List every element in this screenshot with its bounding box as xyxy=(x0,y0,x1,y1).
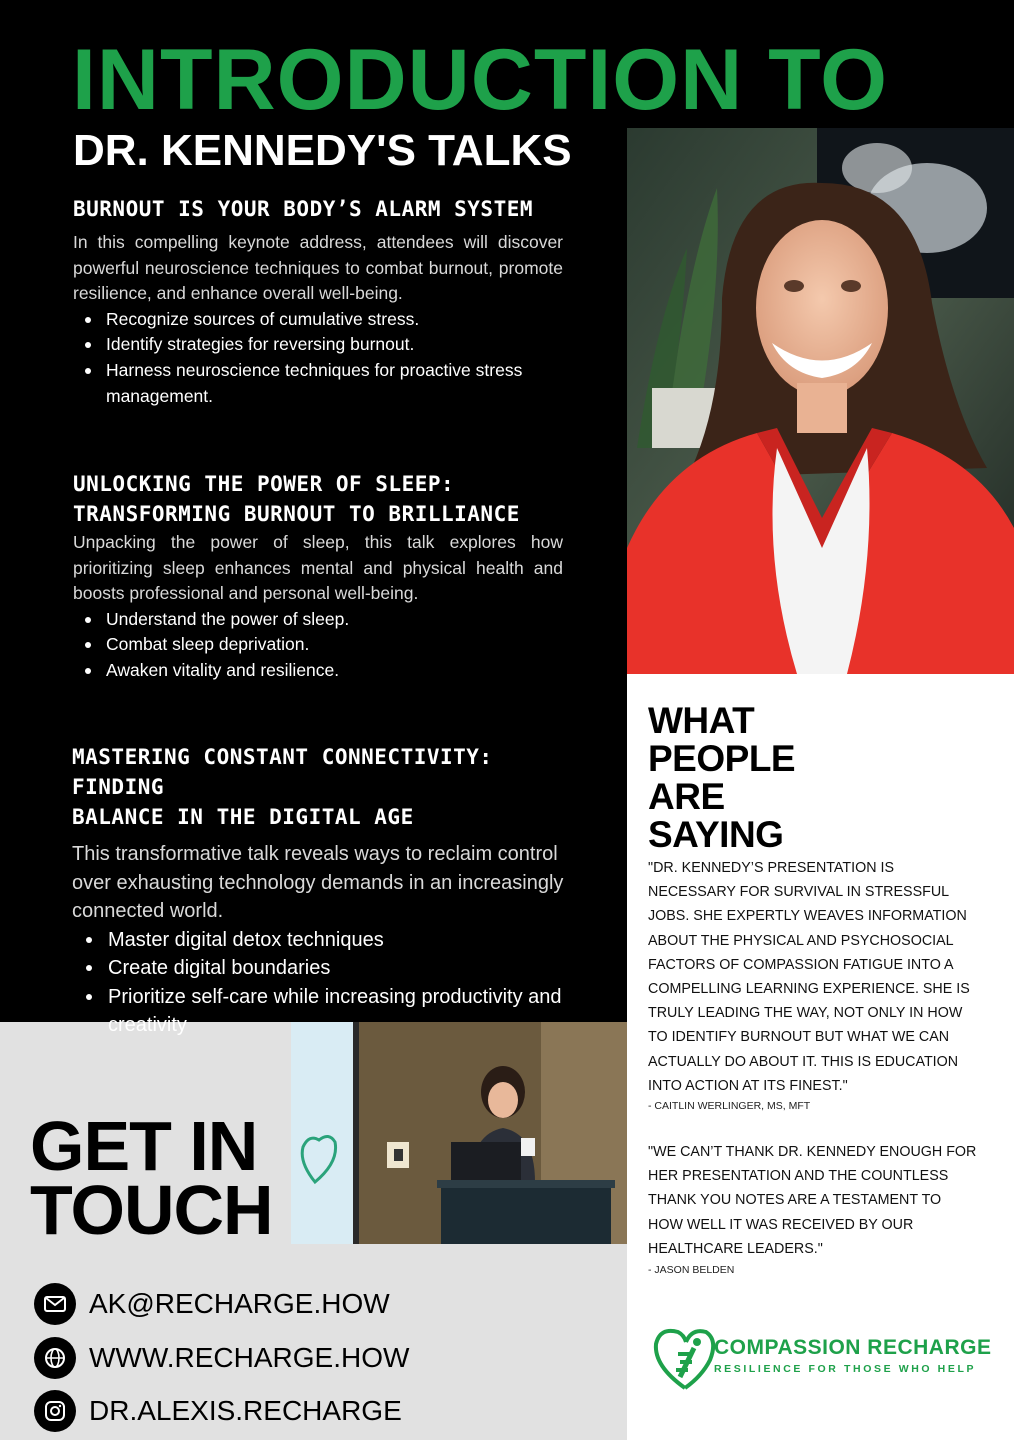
talk-2-bullets xyxy=(73,607,563,684)
testimonial-author: - JASON BELDEN xyxy=(648,1264,735,1276)
list-item: Combat sleep deprivation. xyxy=(73,632,563,658)
talk-3-description: This transformative talk reveals ways to reclaim control over exhausting technology demands in an increasingly connected world. xyxy=(72,843,564,922)
talk-2-title-line-2: TRANSFORMING BURNOUT TO BRILLIANCE xyxy=(73,502,520,526)
logo-tagline: RESILIENCE FOR THOSE WHO HELP xyxy=(714,1363,977,1375)
list-item: Awaken vitality and resilience. xyxy=(73,658,563,684)
instagram-handle[interactable]: DR.ALEXIS.RECHARGE xyxy=(89,1395,402,1426)
list-item: Master digital detox techniques xyxy=(72,926,564,955)
talk-1-title: BURNOUT IS YOUR BODY’S ALARM SYSTEM xyxy=(73,197,534,221)
instagram-icon xyxy=(34,1390,76,1432)
talk-2-description: Unpacking the power of sleep, this talk explores how prioritizing sleep enhances mental and physical health and boosts professional and personal well-being. xyxy=(73,532,563,604)
compassion-recharge-logo xyxy=(650,1322,995,1394)
list-item: Create digital boundaries xyxy=(72,954,564,983)
page-title: INTRODUCTION TO xyxy=(72,32,889,128)
testimonial-author: - CAITLIN WERLINGER, MS, MFT xyxy=(648,1100,811,1112)
email-contact[interactable] xyxy=(34,1283,390,1325)
instagram-contact[interactable] xyxy=(34,1390,402,1432)
list-item: Identify strategies for reversing burnout. xyxy=(73,332,563,358)
mail-icon xyxy=(34,1283,76,1325)
list-item: Prioritize self-care while increasing productivity and creativity xyxy=(72,983,564,1040)
testimonial-quote: "DR. KENNEDY’S PRESENTATION IS NECESSARY FOR SURVIVAL IN STRESSFUL JOBS. SHE EXPERTLY WEAVES INFORMATION ABOUT THE PHYSICAL AND PSYCHOSOCIAL FACTORS OF COMPASSION FATIGUE INTO A COMPELLING LEARNING EXPERIENCE. SHE IS TRULY LEADING THE WAY, NOT ONLY IN HOW TO IDENTIFY BURNOUT BUT WHAT WE CAN ACTUALLY DO ABOUT IT. THIS IS EDUCATION INTO ACTION AT ITS FINEST." xyxy=(648,860,970,1094)
speaking-photo xyxy=(291,1022,627,1244)
talk-1-bullets xyxy=(73,307,563,409)
talk-1 xyxy=(73,194,563,409)
contact-heading: GET IN TOUCH xyxy=(30,1107,273,1249)
testimonials-heading: WHAT PEOPLE ARE SAYING xyxy=(648,700,796,855)
website-url[interactable]: WWW.RECHARGE.HOW xyxy=(89,1342,410,1373)
speaker-portrait xyxy=(627,128,1014,674)
list-item: Harness neuroscience techniques for proactive stress management. xyxy=(73,358,563,409)
list-item: Recognize sources of cumulative stress. xyxy=(73,307,563,333)
website-contact[interactable] xyxy=(34,1337,409,1379)
heart-logo-icon xyxy=(650,1322,720,1394)
talk-2-title-line-1: UNLOCKING THE POWER OF SLEEP: xyxy=(73,472,455,496)
talk-1-description: In this compelling keynote address, attendees will discover powerful neuroscience techniques to combat burnout, promote resilience, and enhance overall well-being. xyxy=(73,232,563,304)
testimonial-quote: "WE CAN’T THANK DR. KENNEDY ENOUGH FOR HER PRESENTATION AND THE COUNTLESS THANK YOU NOTES ARE A TESTAMENT TO HOW WELL IT WAS RECEIVED BY OUR HEALTHCARE LEADERS." xyxy=(648,1144,977,1257)
email-address[interactable]: AK@RECHARGE.HOW xyxy=(89,1288,390,1319)
talk-3 xyxy=(72,742,564,1040)
list-item: Understand the power of sleep. xyxy=(73,607,563,633)
talk-3-title-line-1: MASTERING CONSTANT CONNECTIVITY: FINDING xyxy=(72,745,493,799)
talk-3-title-line-2: BALANCE IN THE DIGITAL AGE xyxy=(72,805,414,829)
talk-2 xyxy=(73,469,563,684)
globe-icon xyxy=(34,1337,76,1379)
logo-name: COMPASSION RECHARGE xyxy=(714,1336,992,1359)
page-subtitle: DR. KENNEDY'S TALKS xyxy=(73,126,572,175)
